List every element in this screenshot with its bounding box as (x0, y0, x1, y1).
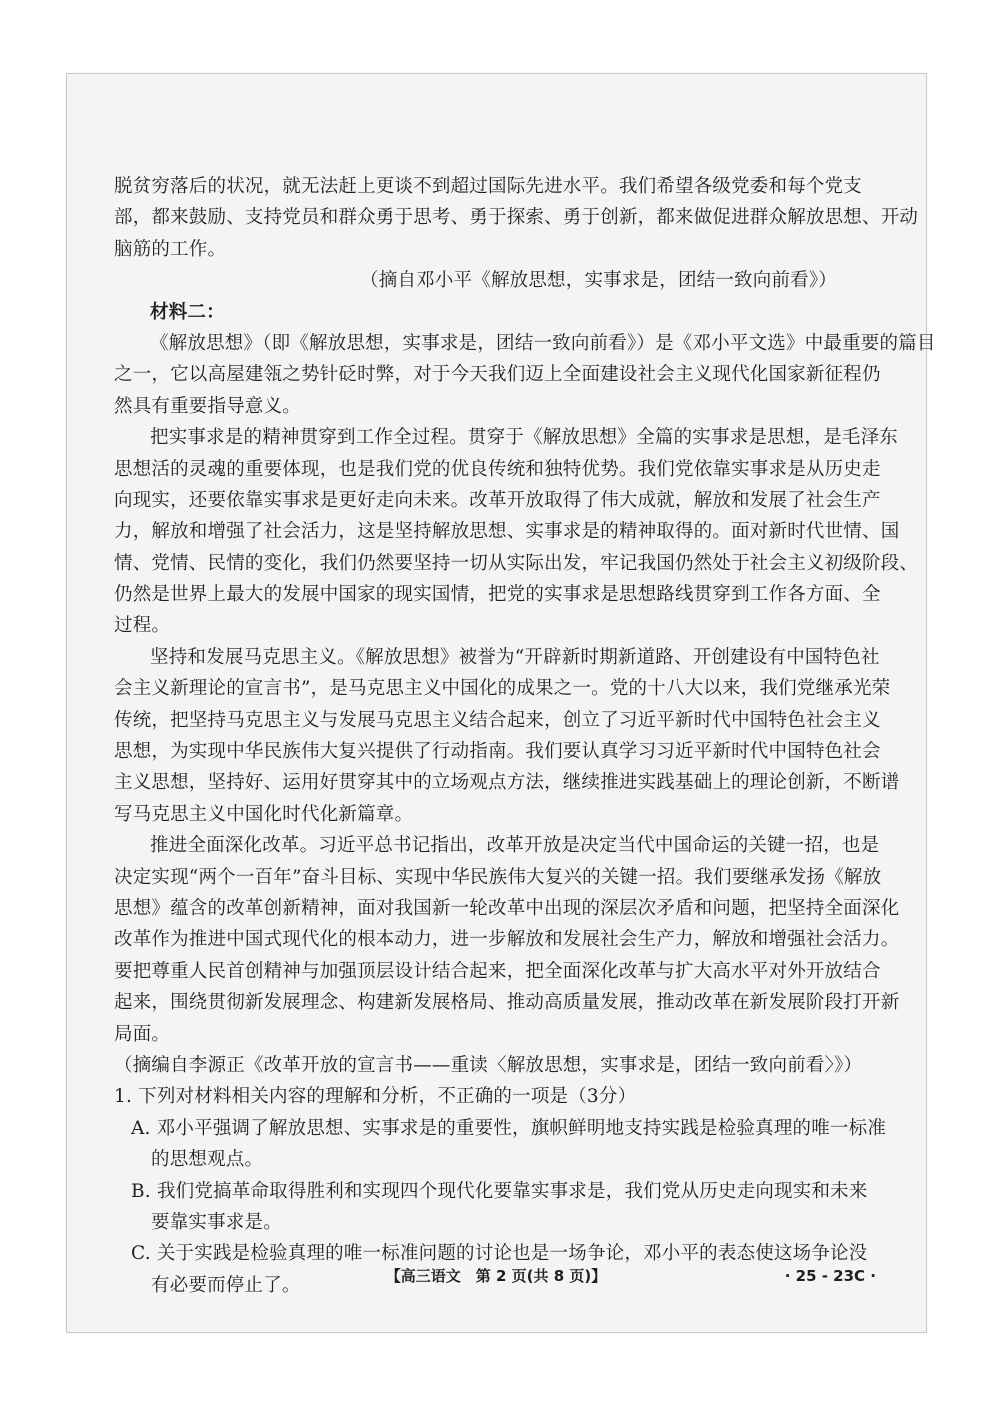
text-line: 坚持和发展马克思主义。《解放思想》被誉为“开辟新时期新道路、开创建设有中国特色社 (150, 646, 880, 668)
option-b (114, 1176, 868, 1239)
source-citation-li: （摘编自李源正《改革开放的宣言书——重读〈解放思想，实事求是，团结一致向前看〉》） (114, 1054, 863, 1076)
question-stem: 1. 下列对材料相关内容的理解和分析，不正确的一项是（3分） (114, 1086, 637, 1108)
text-line: 之一，它以高屋建瓴之势针砭时弊，对于今天我们迈上全面建设社会主义现代化国家新征程仍 (114, 364, 881, 386)
text-line: 脑筋的工作。 (114, 238, 227, 260)
source-citation-deng: （摘自邓小平《解放思想，实事求是，团结一致向前看》） (360, 270, 837, 292)
text-line: 然具有重要指导意义。 (114, 395, 302, 417)
paragraph-intro (114, 328, 936, 422)
text-line: 推进全面深化改革。习近平总书记指出，改革开放是决定当代中国命运的关键一招，也是 (150, 835, 880, 857)
text-line: 力，解放和增强了社会活力，这是坚持解放思想、实事求是的精神取得的。面对新时代世情、国 (114, 521, 900, 543)
option-line: A. 邓小平强调了解放思想、实事求是的重要性，旗帜鲜明地支持实践是检验真理的唯一标准 (131, 1117, 887, 1139)
text-line: 写马克思主义中国化时代化新篇章。 (114, 803, 414, 825)
text-line: 部，都来鼓励、支持党员和群众勇于思考、勇于探索、勇于创新，都来做促进群众解放思想、开动 (114, 207, 919, 229)
paragraph-continuation (114, 171, 919, 265)
option-line: B. 我们党搞革命取得胜利和实现四个现代化要靠实事求是，我们党从历史走向现实和未来 (131, 1180, 868, 1202)
text-line: 要把尊重人民首创精神与加强顶层设计结合起来，把全面深化改革与扩大高水平对外开放结合 (114, 960, 881, 982)
text-line: 向现实，还要依靠实事求是更好走向未来。改革开放取得了伟大成就，解放和发展了社会生产 (114, 489, 881, 511)
text-line: 传统，把坚持马克思主义与发展马克思主义结合起来，创立了习近平新时代中国特色社会主义 (114, 709, 881, 731)
option-line: 的思想观点。 (151, 1149, 264, 1171)
text-line: 思想，为实现中华民族伟大复兴提供了行动指南。我们要认真学习习近平新时代中国特色社会 (114, 741, 881, 763)
option-line: C. 关于实践是检验真理的唯一标准问题的讨论也是一场争论，邓小平的表态使这场争论没 (131, 1243, 868, 1265)
text-line: 《解放思想》（即《解放思想，实事求是，团结一致向前看》）是《邓小平文选》中最重要的篇目 (150, 332, 936, 354)
option-a (114, 1113, 887, 1176)
material-two-heading: 材料二： (150, 301, 225, 323)
text-line: 起来，围绕贯彻新发展理念、构建新发展格局、推动高质量发展，推动改革在新发展阶段打开新 (114, 992, 900, 1014)
text-line: 改革作为推进中国式现代化的根本动力，进一步解放和发展社会生产力，解放和增强社会活力。 (114, 929, 900, 951)
text-line: 局面。 (114, 1023, 171, 1045)
footer-exam-code: · 25 - 23C · (784, 1267, 876, 1285)
option-line: 有必要而停止了。 (151, 1274, 301, 1296)
option-line: 要靠实事求是。 (151, 1211, 282, 1233)
text-line: 思想活的灵魂的重要体现，也是我们党的优良传统和独特优势。我们党依靠实事求是从历史走 (114, 458, 881, 480)
text-line: 决定实现“两个一百年”奋斗目标、实现中华民族伟大复兴的关键一招。我们要继承发扬《解放 (114, 866, 882, 888)
text-line: 脱贫穷落后的状况，就无法赶上更谈不到超过国际先进水平。我们希望各级党委和每个党支 (114, 176, 863, 197)
page-footer (0, 1262, 992, 1290)
footer-page-info: 【高三语文 第 2 页(共 8 页)】 (385, 1267, 607, 1285)
text-line: 过程。 (114, 615, 171, 637)
text-line: 仍然是世界上最大的发展中国家的现实国情，把党的实事求是思想路线贯穿到工作各方面、全 (114, 584, 881, 606)
text-line: 主义思想，坚持好、运用好贯穿其中的立场观点方法，继续推进实践基础上的理论创新，不断谱 (114, 772, 900, 794)
text-line: 情、党情、民情的变化，我们仍然要坚持一切从实际出发，牢记我国仍然处于社会主义初级阶段、 (114, 552, 919, 574)
paragraph-reform (114, 830, 900, 1050)
text-line: 思想》蕴含的改革创新精神，面对我国新一轮改革中出现的深层次矛盾和问题，把坚持全面深化 (114, 897, 900, 919)
exam-content (114, 171, 936, 1301)
paragraph-seeking-truth (114, 422, 919, 642)
paragraph-marxism (114, 642, 900, 830)
text-line: 会主义新理论的宣言书”，是马克思主义中国化的成果之一。党的十八大以来，我们党继承光荣 (114, 678, 891, 700)
text-line: 把实事求是的精神贯穿到工作全过程。贯穿于《解放思想》全篇的实事求是思想，是毛泽东 (150, 427, 899, 449)
